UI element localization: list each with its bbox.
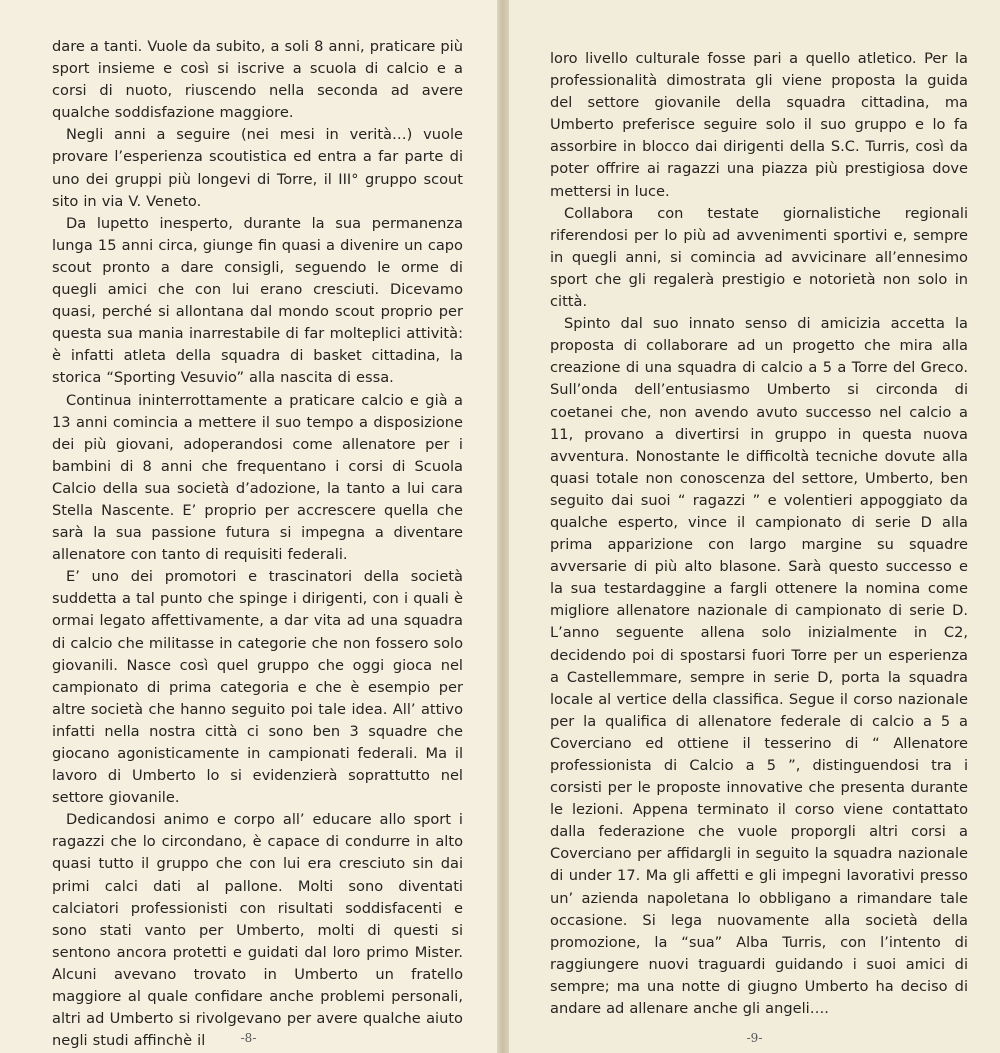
paragraph: Continua ininterrottamente a praticare calcio e già a 13 anni comincia a mettere il suo tempo a disposizione dei più giovani, adoperandosi come allenatore per i bambini di 8 anni che frequentano i corsi di Scuola Calcio della sua società d’adozione, la tanto a lui cara Stella Nascente. E’ proprio per accrescere quella che sarà la sua passione futura si impegna a diventare allenatore con tanto di requisiti federali. [52,391,463,564]
paragraph: Da lupetto inesperto, durante la sua permanenza lunga 15 anni circa, giunge fin quasi a divenire un capo scout pronto a dare consigli, seguendo le orme di quegli amici che con lui erano cresciuti. Dicevamo quasi, perché si allontana dal mondo scout proprio per questa sua mania inarrestabile di far molteplici attività: è infatti atleta della squadra di basket cittadina, la storica “Sporting Vesuvio” alla nascita di essa. [52,214,463,387]
right-page-text [550,48,968,1020]
paragraph: dare a tanti. Vuole da subito, a soli 8 anni, praticare più sport insieme e così si iscrive a scuola di calcio e a corsi di nuoto, riuscendo nella seconda ad avere qualche soddisfazione maggiore. [52,38,463,122]
page-number: -9- [746,1031,763,1045]
left-page [0,0,497,1053]
paragraph: Spinto dal suo innato senso di amicizia accetta la proposta di collaborare ad un progetto che mira alla creazione di una squadra di calcio a 5 a Torre del Greco. Sull’onda dell’entusiasmo Umberto si circonda di coetanei che, non avendo avuto successo nel calcio a 11, provano a divertirsi in gruppo in questa nuova avventura. Nonostante le difficoltà tecniche dovute alla quasi totale non conoscenza del settore, Umberto, ben seguito dai suoi “ ragazzi ” e volentieri appoggiato da qualche esperto, vince il campionato di serie D alla prima apparizione con largo margine su squadre avversarie di più alto blasone. Sarà questo successo e la sua testardaggine a fargli ottenere la nomina come migliore allenatore nazionale di campionato di serie D. L’anno seguente allena solo inizialmente in C2, decidendo poi di spostarsi fuori Torre per un esperienza a Castellemmare, sempre in serie D, porta la squadra locale al vertice della classifica. Segue il corso nazionale per la qualifica di allenatore federale di calcio a 5 a Coverciano ed ottiene il tesserino di “ Allenatore professionista di Calcio a 5 ”, distinguendosi tra i corsisti per le proposte innovative che presenta durante le lezioni. Appena terminato il corso viene contattato dalla federazione che vuole proporgli altri corsi a Coverciano per affidargli in seguito la squadra nazionale di under 17. Ma gli affetti e gli impegni lavorativi presso un’ azienda napoletana lo obbligano a rimandare tale occasione. Si lega nuovamente alla società della promozione, la “sua” Alba Turris, con l’intento di raggiungere nuovi traguardi guidando i suoi amici di sempre; ma una notte di giugno Umberto ha deciso di andare ad allenare anche gli angeli…. [550,315,968,1018]
paragraph: loro livello culturale fosse pari a quello atletico. Per la professionalità dimostrata gli viene proposta la guida del settore giovanile della squadra cittadina, ma Umberto preferisce seguire solo il suo gruppo e lo fa assorbire in blocco dai dirigenti della S.C. Turris, così da poter offrire ai ragazzi una piazza più prestigiosa dove mettersi in luce. [550,50,968,200]
paragraph: Collabora con testate giornalistiche regionali riferendosi per lo più ad avvenimenti sportivi e, sempre in quegli anni, si comincia ad avvicinare all’ennesimo sport che gli regalerà prestigio e notorietà non solo in città. [550,204,968,311]
page-number: -8- [240,1031,257,1045]
paragraph: E’ uno dei promotori e trascinatori della società suddetta a tal punto che spinge i dirigenti, con i quali è ormai legato affettivamente, a dar vita ad una squadra di calcio che militasse in categorie che non fossero solo giovanili. Nasce così quel gruppo che oggi gioca nel campionato di prima categoria e che è esempio per altre società che hanno seguito poi tale idea. All’ attivo infatti nella nostra città ci sono ben 3 squadre che giocano agonisticamente in campionati federali. Ma il lavoro di Umberto lo si evidenzierà soprattutto nel settore giovanile. [52,568,463,807]
left-page-text [52,36,463,1052]
right-page [509,0,1000,1053]
book-gutter [497,0,509,1053]
paragraph: Dedicandosi animo e corpo all’ educare allo sport i ragazzi che lo circondano, è capace di condurre in alto quasi tutto il gruppo che con lui era cresciuto sin dai primi calci dati al pallone. Molti sono diventati calciatori professionisti con risultati soddisfacenti e sono stati vanto per Umberto, molti di questi si sentono ancora protetti e guidati dal loro primo Mister. Alcuni avevano trovato in Umberto un fratello maggiore al quale confidare anche problemi personali, altri ad Umberto si rivolgevano per avere qualche aiuto negli studi affinchè il [52,811,463,1050]
paragraph: Negli anni a seguire (nei mesi in verità…) vuole provare l’esperienza scoutistica ed entra a far parte di uno dei gruppi più longevi di Torre, il III° gruppo scout sito in via V. Veneto. [52,126,463,210]
